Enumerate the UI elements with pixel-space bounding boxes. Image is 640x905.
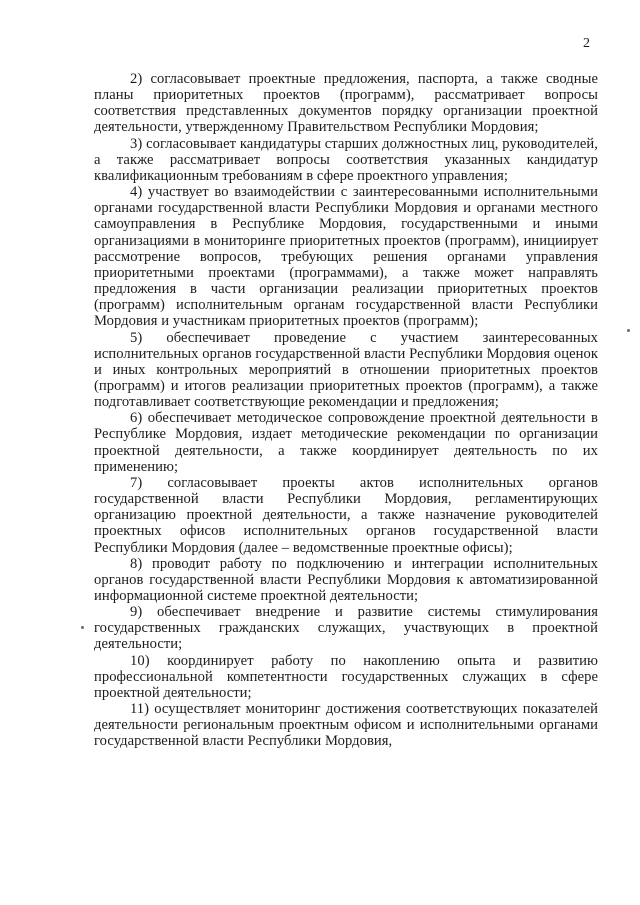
paragraph-item-9: 9) обеспечивает внедрение и развитие системы стимулирования государственных гражданских служащих, участвующих в проектной деятельности;: [94, 604, 598, 653]
paragraph-item-11: 11) осуществляет мониторинг достижения соответствующих показателей деятельности региональным проектным офисом и исполнительными органами государственной власти Республики Мордовия,: [94, 701, 598, 750]
scan-speck: [81, 626, 84, 629]
document-body: [94, 71, 598, 750]
scan-speck: [627, 329, 630, 332]
paragraph-item-6: 6) обеспечивает методическое сопровождение проектной деятельности в Республике Мордовия, издает методические рекомендации по организации проектной деятельности, а также координирует деятельность по их применению;: [94, 410, 598, 475]
paragraph-item-10: 10) координирует работу по накоплению опыта и развитию профессиональной компетентности государственных служащих в сфере проектной деятельности;: [94, 652, 598, 701]
page-number: 2: [583, 36, 590, 51]
paragraph-item-2: 2) согласовывает проектные предложения, паспорта, а также сводные планы приоритетных проектов (программ), рассматривает вопросы соответствия представленных документов порядку организации проектной деятельности, утвержденному Правительством Республики Мордовия;: [94, 71, 598, 136]
paragraph-item-5: 5) обеспечивает проведение с участием заинтересованных исполнительных органов государственной власти Республики Мордовия оценок и иных контрольных мероприятий в отношении приоритетных проектов (программ) и итогов реализации приоритетных проектов (программ), а также подготавливает соответствующие рекомендации и предложения;: [94, 329, 598, 411]
paragraph-item-7: 7) согласовывает проекты актов исполнительных органов государственной власти Республики Мордовия, регламентирующих организацию проектной деятельности, а также назначение руководителей проектных офисов исполнительных органов государственной власти Республики Мордовия (далее – ведомственные проектные офисы);: [94, 474, 598, 556]
paragraph-item-3: 3) согласовывает кандидатуры старших должностных лиц, руководителей, а также рассматривает вопросы соответствия указанных кандидатур квалификационным требованиям в сфере проектного управления;: [94, 135, 598, 184]
paragraph-item-8: 8) проводит работу по подключению и интеграции исполнительных органов государственной власти Республики Мордовия к автоматизированной информационной системе проектной деятельности;: [94, 555, 598, 604]
paragraph-item-4: 4) участвует во взаимодействии с заинтересованными исполнительными органами государственной власти Республики Мордовия и органами местного самоуправления в Республике Мордовия, государственными и иными организациями в мониторинге приоритетных проектов (программ), инициирует рассмотрение вопросов, требующих решения органами управления приоритетными проектами (программами), а также может направлять предложения в части организации реализации приоритетных проектов (программ) исполнительным органам государственной власти Республики Мордовия и участникам приоритетных проектов (программ);: [94, 184, 598, 330]
